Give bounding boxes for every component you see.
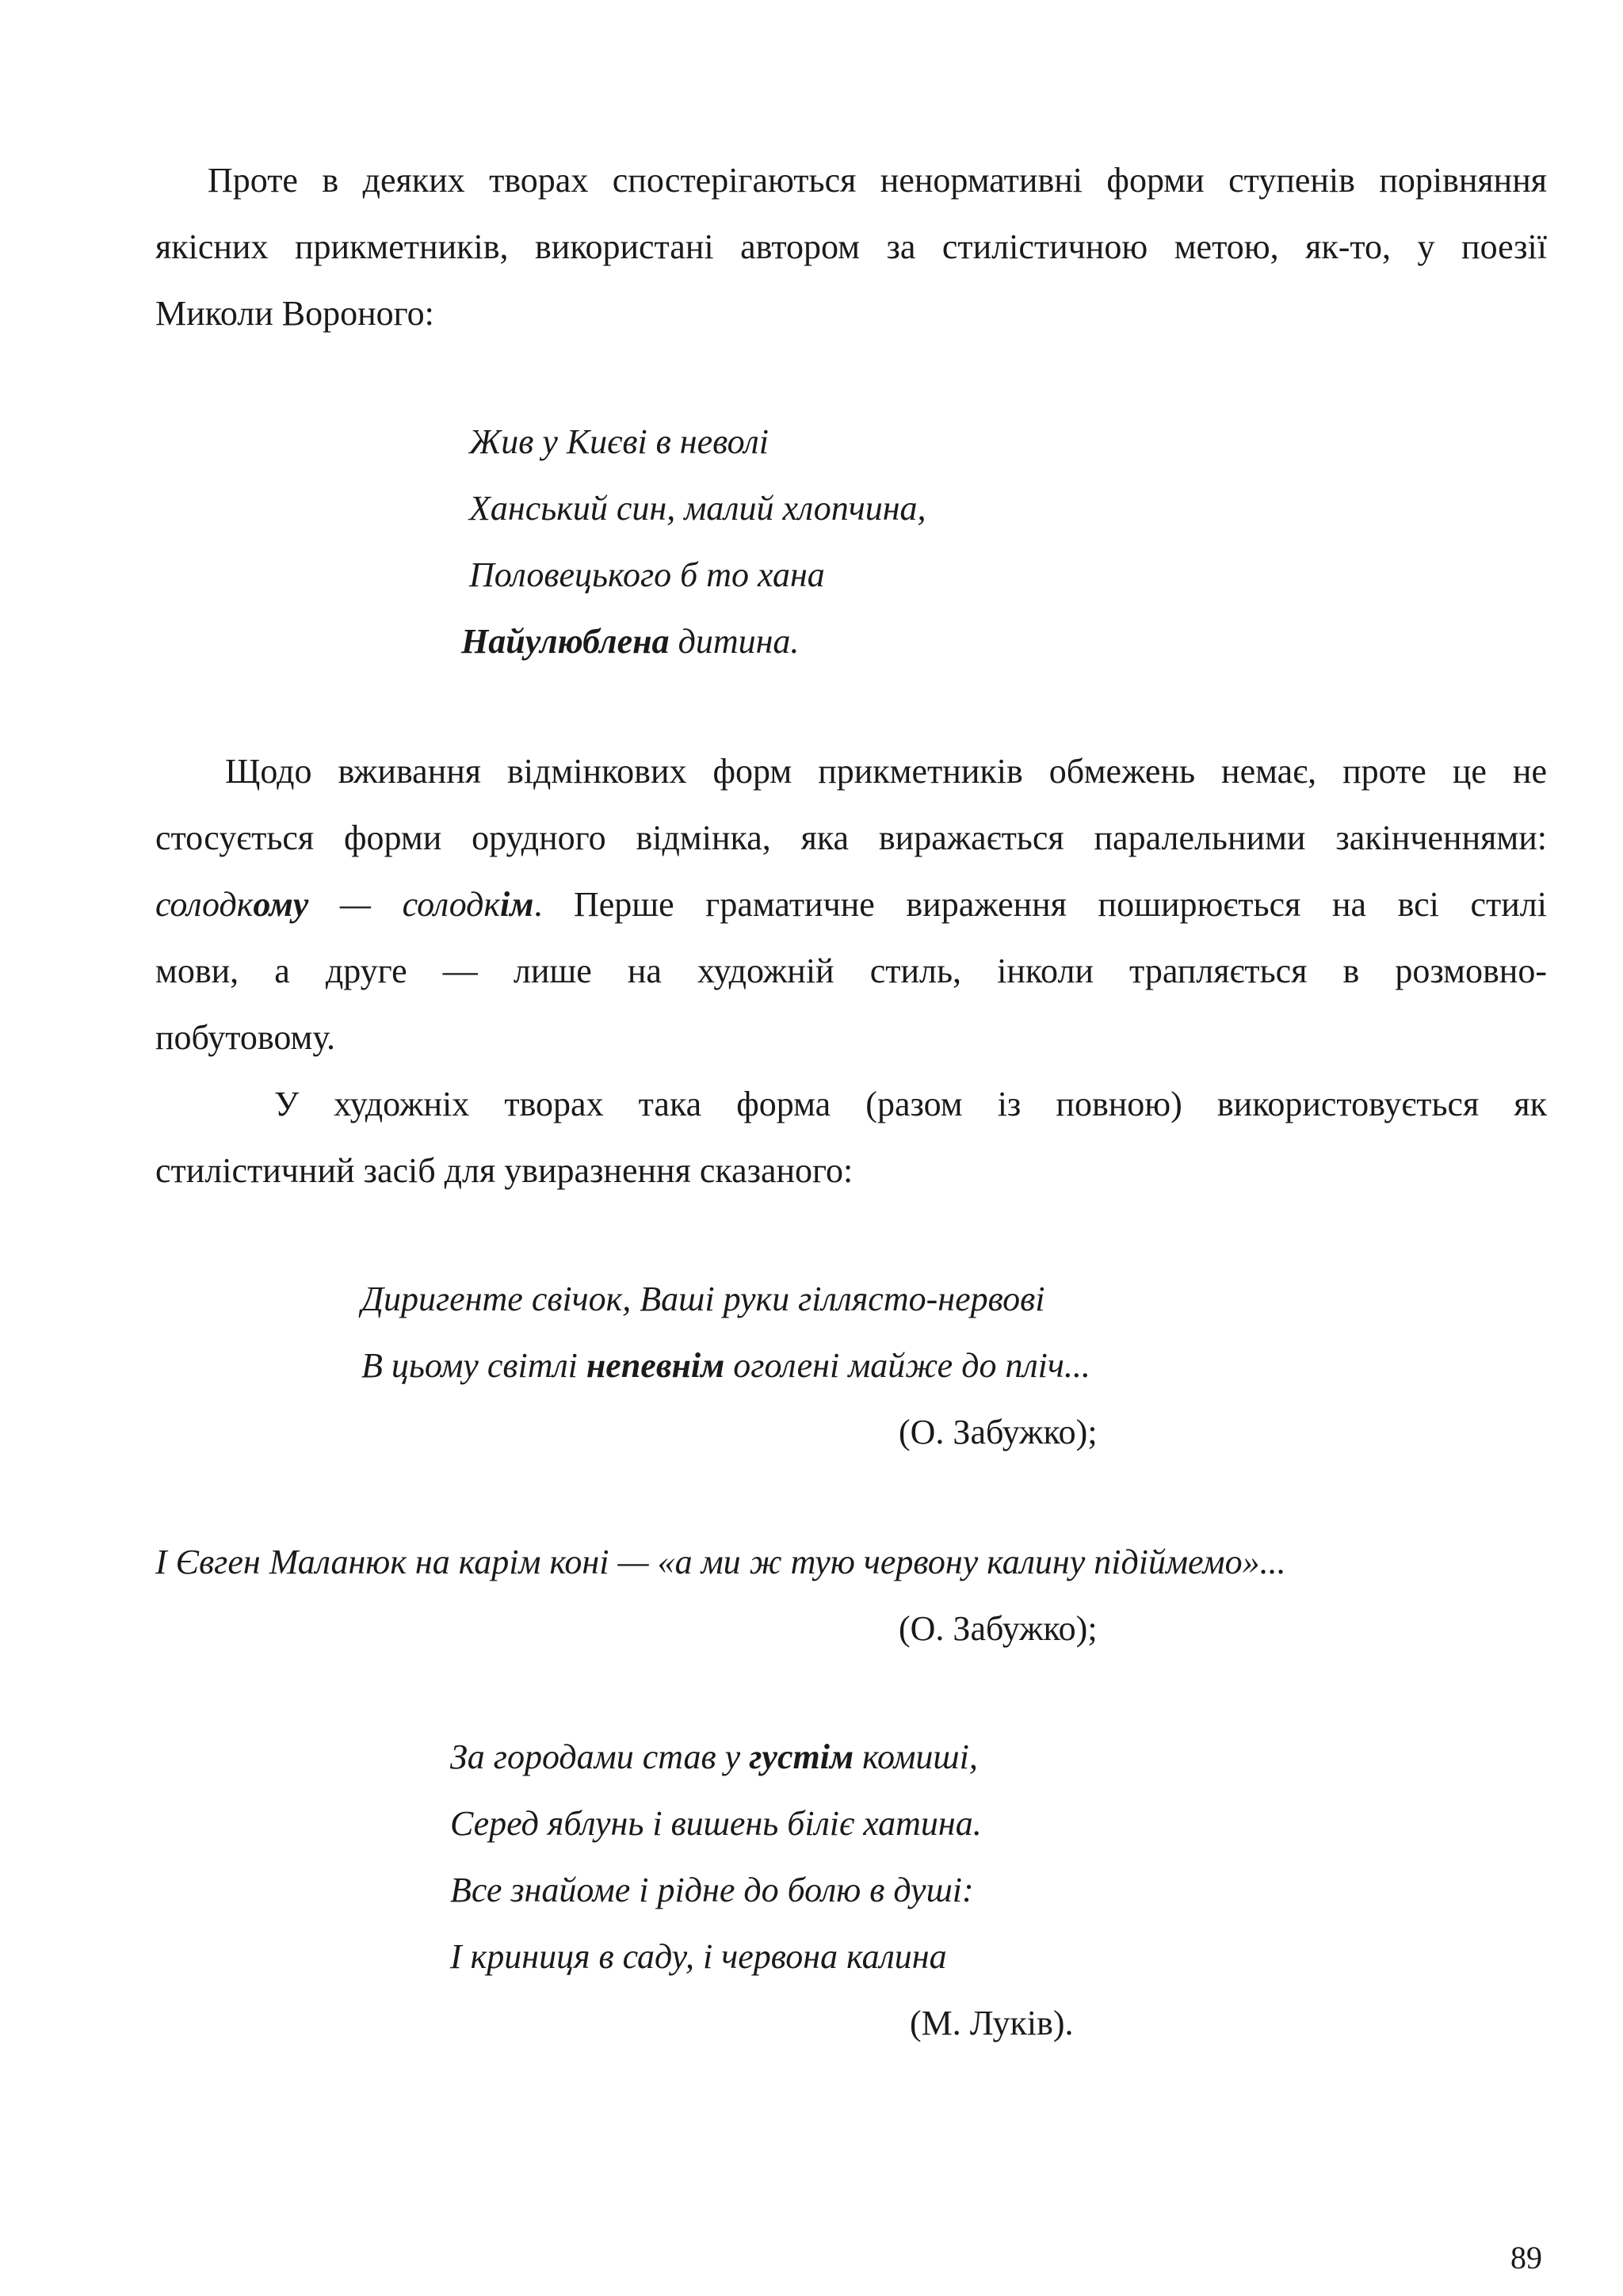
emphasized-word: густім	[749, 1737, 854, 1776]
paragraph-2-line-1: Щодо вживання відмінкових форм прикметників обмежень немає, проте це не	[225, 752, 1547, 791]
form-1-stem: солодк	[155, 885, 254, 924]
quote-1-line-2-post: оголені майже до пліч...	[724, 1346, 1090, 1385]
quote-1-line-2	[361, 1342, 1090, 1390]
quote-2-attribution: (О. Забужко);	[899, 1609, 1098, 1648]
poem-2-attribution: (М. Луків).	[910, 2004, 1074, 2042]
poem-2-line-3: Все знайоме і рідне до болю в душі:	[450, 1871, 974, 1909]
quote-2-line-1: І Євген Маланюк на карім коні — «а ми ж тую червону калину підіймемо»...	[155, 1543, 1286, 1581]
quote-1-line-2-pre: В цьому світлі	[361, 1346, 586, 1385]
poem-1-line-4	[461, 618, 799, 666]
poem-1-line-4-rest: дитина.	[669, 622, 800, 661]
form-2-ending: ім	[500, 885, 534, 924]
quote-1-line-1: Диригенте свічок, Ваші руки гіллясто-нервові	[361, 1280, 1045, 1318]
poem-1-line-1: Жив у Києві в неволі	[469, 422, 769, 461]
poem-1-line-2: Ханський син, малий хлопчина,	[469, 489, 926, 528]
paragraph-1-line-1: Проте в деяких творах спостерігаються ненормативні форми ступенів порівняння	[208, 161, 1547, 200]
poem-2-line-1-pre: За городами став у	[450, 1737, 750, 1776]
paragraph-1-line-3: Миколи Вороного:	[155, 294, 434, 333]
form-1-ending: ому	[253, 885, 309, 924]
page-number: 89	[1510, 2240, 1542, 2275]
paragraph-2-line-3-rest: . Перше граматичне вираження поширюється на всі стилі	[533, 885, 1547, 924]
paragraph-2-line-3	[155, 881, 1547, 929]
paragraph-2-line-4: мови, а друге — лише на художній стиль, інколи трапляється в розмовно-	[155, 952, 1547, 990]
paragraph-2-line-5: побутовому.	[155, 1018, 335, 1057]
poem-2-line-2: Серед яблунь і вишень біліє хатина.	[450, 1804, 982, 1843]
paragraph-2-line-2: стосується форми орудного відмінка, яка виражається паралельними закінченнями:	[155, 818, 1547, 857]
paragraph-1-line-2: якісних прикметників, використані автором за стилістичною метою, як-то, у поезії	[155, 227, 1547, 266]
poem-2-line-1-post: комиші,	[854, 1737, 978, 1776]
paragraph-3-line-2: стилістичний засіб для увиразнення сказаного:	[155, 1151, 854, 1190]
emphasized-word: непевнім	[586, 1346, 725, 1385]
poem-2-line-1	[450, 1733, 978, 1781]
form-2-stem: солодк	[402, 885, 500, 924]
paragraph-3-line-1: У художніх творах така форма (разом із повною) використовується як	[274, 1085, 1547, 1123]
quote-1-attribution: (О. Забужко);	[899, 1413, 1098, 1451]
dash: —	[308, 885, 403, 924]
poem-2-line-4: І криниця в саду, і червона калина	[450, 1937, 947, 1976]
emphasized-word: Найулюблена	[461, 622, 670, 661]
poem-1-line-3: Половецького б то хана	[469, 555, 825, 594]
